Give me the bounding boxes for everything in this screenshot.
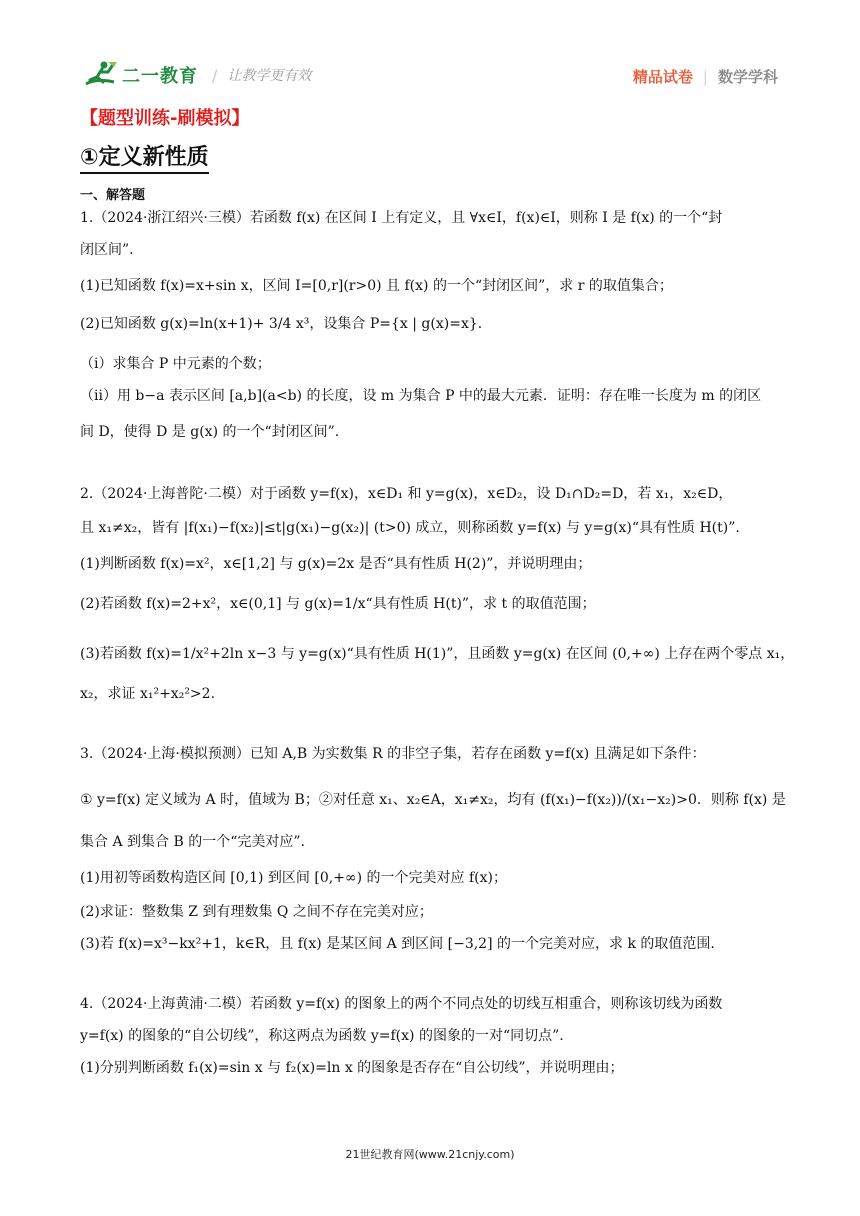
question-text-line: （i）求集合 P 中元素的个数； [80,356,271,372]
topic-tag: 【题型训练-刷模拟】 [80,108,250,129]
question-text-line: 4.（2024·上海黄浦·二模）若函数 y=f(x) 的图象上的两个不同点处的切线互相重合，则称该切线为函数 [80,996,723,1012]
question-text-line: 闭区间”. [80,242,134,258]
brand-logo[interactable] [84,60,311,90]
question-text-line: 2.（2024·上海普陀·二模）对于函数 y=f(x)，x∈D₁ 和 y=g(x)，x∈D₂，设 D₁∩D₂=D，若 x₁，x₂∈D， [80,486,733,502]
question-text-line: (1)已知函数 f(x)=x+sin x，区间 I=[0,r](r>0) 且 f(x) 的一个“封闭区间”，求 r 的取值集合； [80,278,673,294]
question-type-label: 一、解答题 [80,188,146,203]
question-text-line: (2)已知函数 g(x)=ln(x+1)+ 3/4 x³，设集合 P={x | g(x)=x}. [80,316,483,332]
header-labels [633,66,778,87]
question-text-line: 且 x₁≠x₂，皆有 |f(x₁)−f(x₂)|≤t|g(x₁)−g(x₂)| (t>0) 成立，则称函数 y=f(x) 与 y=g(x)“具有性质 H(t)”. [80,520,740,536]
question-text-line: (2)求证：整数集 Z 到有理数集 Q 之间不存在完美对应； [80,904,433,920]
question-text-line: (1)判断函数 f(x)=x²，x∈[1,2] 与 g(x)=2x 是否“具有性质 H(2)”，并说明理由； [80,556,592,572]
question-text-line: ① y=f(x) 定义域为 A 时，值域为 B；②对任意 x₁、x₂∈A，x₁≠x₂，均有 (f(x₁)−f(x₂))/(x₁−x₂)>0．则称 f(x) 是 [80,792,786,808]
brand-name: 二一教育 [122,66,198,87]
page-header [0,0,860,100]
question-text-line: (3)若 f(x)=x³−kx²+1，k∈R，且 f(x) 是某区间 A 到区间 [−3,2] 的一个完美对应，求 k 的取值范围. [80,936,715,952]
header-divider: | [702,67,708,86]
question-text-line: 3.（2024·上海·模拟预测）已知 A,B 为实数集 R 的非空子集，若存在函数 y=f(x) 且满足如下条件： [80,746,706,762]
header-label-premium: 精品试卷 [632,68,693,86]
page-footer: 21世纪教育网(www.21cnjy.com) [345,1148,515,1161]
question-text-line: 集合 A 到集合 B 的一个“完美对应”. [80,834,305,850]
question-text-line: （ii）用 b−a 表示区间 [a,b](a<b) 的长度，设 m 为集合 P 中的最大元素．证明：存在唯一长度为 m 的闭区 [80,388,762,404]
brand-slogan: 让教学更有效 [227,68,312,84]
question-text-line: (2)若函数 f(x)=2+x²，x∈(0,1] 与 g(x)=1/x“具有性质 H(t)”，求 t 的取值范围； [80,596,596,612]
question-text-line: (3)若函数 f(x)=1/x²+2ln x−3 与 y=g(x)“具有性质 H(1)”，且函数 y=g(x) 在区间 (0,+∞) 上存在两个零点 x₁， [80,646,795,662]
runner-icon [84,60,118,90]
section-heading: ①定义新性质 [80,140,209,174]
question-text-line: (1)分别判断函数 f₁(x)=sin x 与 f₂(x)=ln x 的图象是否存在“自公切线”，并说明理由； [80,1060,624,1076]
question-text-line: x₂，求证 x₁²+x₂²>2. [80,686,216,702]
question-text-line: (1)用初等函数构造区间 [0,1) 到区间 [0,+∞) 的一个完美对应 f(x)； [80,870,507,886]
question-text-line: 1.（2024·浙江绍兴·三模）若函数 f(x) 在区间 I 上有定义，且 ∀x∈I，f(x)∈I，则称 I 是 f(x) 的一个“封 [80,210,723,226]
question-text-line: y=f(x) 的图象的“自公切线”，称这两点为函数 y=f(x) 的图象的一对“同切点”. [80,1028,564,1044]
header-label-subject: 数学学科 [717,68,778,86]
brand-separator: / [212,65,218,85]
question-text-line: 间 D，使得 D 是 g(x) 的一个“封闭区间”. [80,424,340,440]
